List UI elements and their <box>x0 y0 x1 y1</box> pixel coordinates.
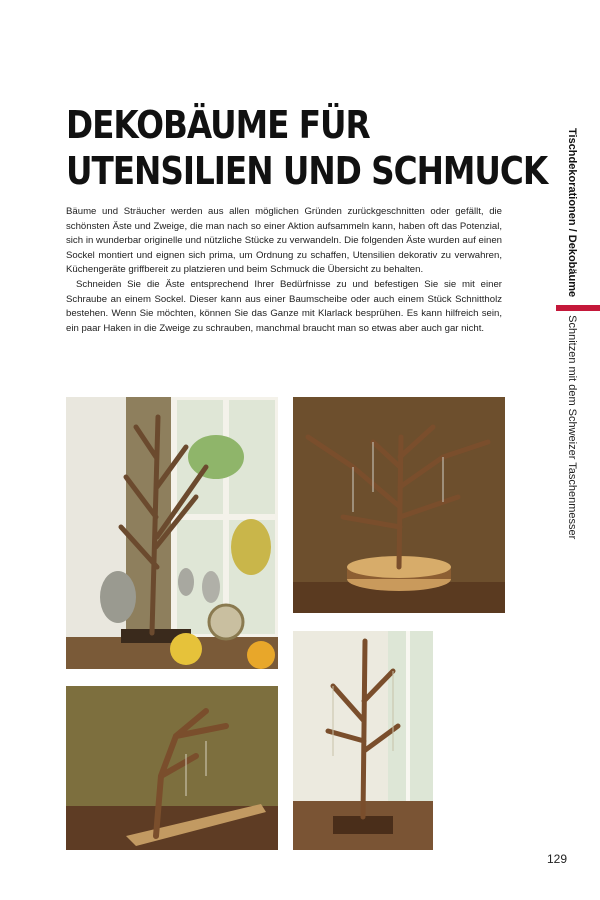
sidebar-running-head <box>562 128 582 778</box>
photo-jewelry-tree-log <box>293 397 505 613</box>
body-paragraph-1: Bäume und Sträucher werden aus allen möglichen Gründen zurückgeschnitten oder gefällt, die schönsten Äste und Zweige, die man nach so einer Aktion aufsammeln kann, haben oft das Potenzial, sich in wunderbar originelle und nützliche Stücke zu verwandeln. Die folgenden Äste wurden auf einen Sockel montiert und eignen sich prima, um Ordnung zu schaffen, Utensilien dekorativ zu verwahren, Küchengeräte griffbereit zu platzieren und beim Schmuck die Übersicht zu behalten. <box>66 206 502 276</box>
photo-branch-plank <box>66 686 278 850</box>
body-text <box>66 205 502 336</box>
title-line-1: DEKOBÄUME FÜR <box>66 103 370 147</box>
sidebar-section: Tischdekorationen / Dekobäume <box>566 128 578 298</box>
body-paragraph-2: Schneiden Sie die Äste entsprechend Ihrer Bedürfnisse zu und befestigen Sie sie mit einer Schraube an einem Sockel. Dieser kann aus einer Baumscheibe oder auch einem Stück Schnittholz bestehen. Wenn Sie möchten, können Sie das Ganze mit Klarlack besprühen. Es kann hilfreich sein, ein paar Haken in die Zweige zu schrauben, manchmal braucht man so etwas aber auch gar nicht. <box>66 278 502 334</box>
title-line-2: UTENSILIEN UND SCHMUCK <box>66 149 548 193</box>
photo-utensil-tree <box>66 397 278 669</box>
sidebar-accent-bar <box>556 305 600 311</box>
photo-jewelry-tree-block <box>293 631 433 850</box>
page-number: 129 <box>547 852 568 866</box>
page-title <box>66 102 548 194</box>
sidebar-subtitle: Schnitzen mit dem Schweizer Taschenmesser <box>566 315 578 540</box>
